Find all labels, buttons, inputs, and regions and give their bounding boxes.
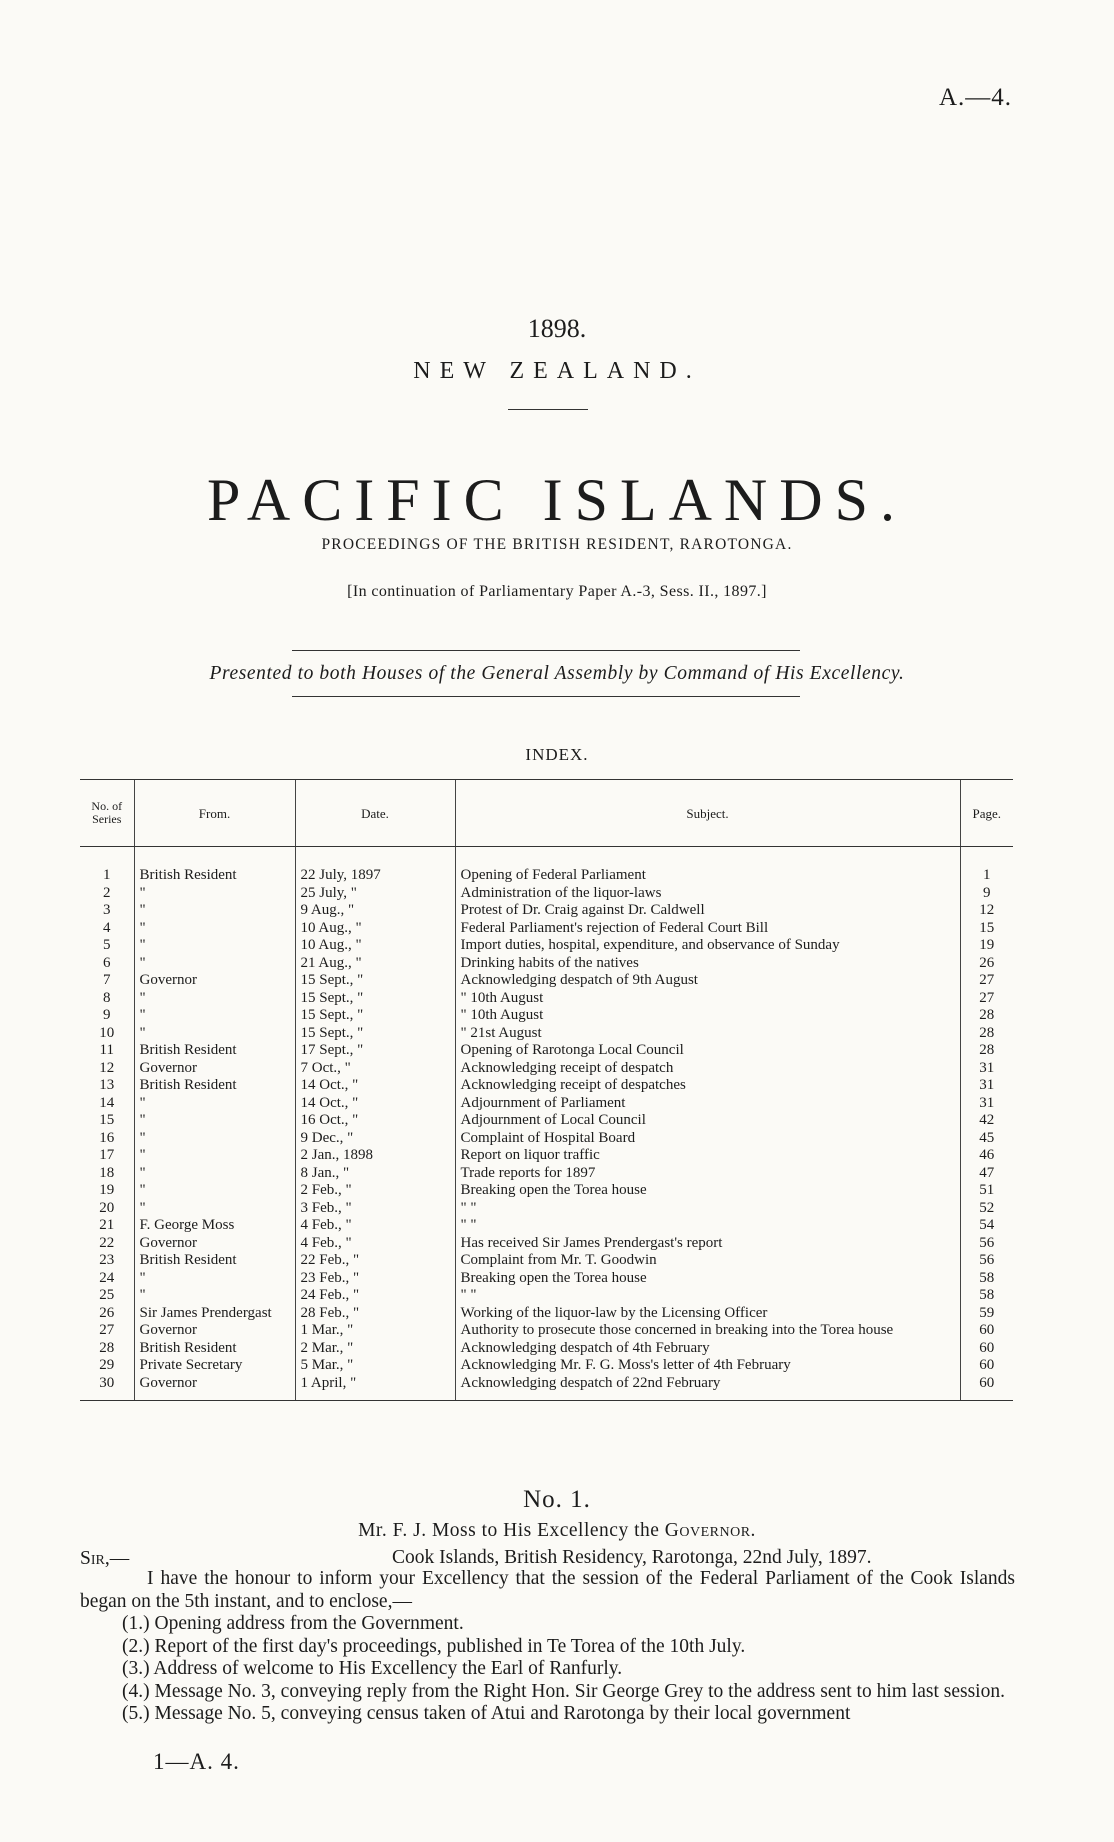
index-row: [80, 1270, 1013, 1288]
index-cell-page: 52: [960, 1200, 1013, 1218]
index-cell-no: 6: [103, 954, 111, 971]
index-cell-page: 58: [960, 1270, 1013, 1288]
index-cell-page: 31: [960, 1077, 1013, 1095]
index-cell-date: 21 Aug., ": [295, 955, 455, 973]
index-cell-from: ": [134, 1025, 295, 1043]
divider-rule: [508, 409, 588, 410]
index-cell-subject: Acknowledging despatch of 4th February: [455, 1340, 960, 1358]
index-title: INDEX.: [525, 745, 589, 764]
index-cell-no: 22: [99, 1234, 115, 1251]
index-cell-page: 47: [960, 1165, 1013, 1183]
index-row: [80, 1375, 1013, 1401]
index-cell-no: 16: [99, 1129, 115, 1146]
index-cell-from: ": [134, 955, 295, 973]
index-cell-no: 12: [99, 1059, 115, 1076]
index-row: [80, 1060, 1013, 1078]
index-cell-date: 22 Feb., ": [295, 1252, 455, 1270]
index-row: [80, 1042, 1013, 1060]
index-cell-date: 14 Oct., ": [295, 1077, 455, 1095]
letter-opening: I have the honour to inform your Excellency that the session of the Federal Parliament of the Cook Islands began on the 5th instant, and to enclose,—: [80, 1568, 1015, 1612]
index-cell-from: Governor: [134, 1322, 295, 1340]
page-reference: A.—4.: [938, 84, 1012, 111]
index-cell-page: 56: [960, 1235, 1013, 1253]
letter-place-date: Cook Islands, British Residency, Rarotonga, 22nd July, 1897.: [392, 1547, 872, 1568]
index-cell-subject: Adjournment of Parliament: [455, 1095, 960, 1113]
index-cell-from: ": [134, 920, 295, 938]
letter-number: No. 1.: [523, 1486, 591, 1513]
index-cell-from: British Resident: [134, 1340, 295, 1358]
index-cell-subject: Complaint of Hospital Board: [455, 1130, 960, 1148]
index-cell-no: 26: [99, 1304, 115, 1321]
index-cell-date: 4 Feb., ": [295, 1217, 455, 1235]
index-cell-subject: " ": [455, 1217, 960, 1235]
letter-salutation: Sir,—: [80, 1548, 130, 1569]
index-cell-from: ": [134, 1182, 295, 1200]
document-subtitle: PROCEEDINGS OF THE BRITISH RESIDENT, RAROTONGA.: [321, 536, 793, 553]
index-cell-from: Private Secretary: [134, 1357, 295, 1375]
index-cell-subject: Trade reports for 1897: [455, 1165, 960, 1183]
index-cell-subject: Complaint from Mr. T. Goodwin: [455, 1252, 960, 1270]
index-cell-from: ": [134, 902, 295, 920]
index-cell-from: ": [134, 885, 295, 903]
index-cell-date: 28 Feb., ": [295, 1305, 455, 1323]
index-cell-date: 9 Aug., ": [295, 902, 455, 920]
index-cell-no: 5: [103, 937, 111, 953]
index-body: [80, 847, 1013, 1401]
index-row: [80, 1217, 1013, 1235]
index-cell-date: 15 Sept., ": [295, 990, 455, 1008]
index-cell-date: 16 Oct., ": [295, 1112, 455, 1130]
index-cell-no: 30: [80, 1375, 134, 1401]
column-header-page: Page.: [960, 780, 1013, 847]
index-cell-page: 60: [960, 1357, 1013, 1375]
index-cell-page: 1: [960, 847, 1013, 885]
index-cell-no: 2: [103, 884, 111, 901]
index-cell-subject: Has received Sir James Prendergast's report: [455, 1235, 960, 1253]
index-cell-no: 3: [103, 902, 111, 918]
enclosure-item: (3.) Address of welcome to His Excellency the Earl of Ranfurly.: [122, 1658, 623, 1679]
index-row: [80, 1287, 1013, 1305]
continuation-note: [In continuation of Parliamentary Paper A.-3, Sess. II., 1897.]: [347, 583, 767, 600]
index-cell-subject: Drinking habits of the natives: [455, 955, 960, 973]
index-cell-date: 15 Sept., ": [295, 972, 455, 990]
index-cell-no: 9: [103, 1007, 111, 1023]
column-header-subject: Subject.: [455, 780, 960, 847]
index-cell-subject: Acknowledging receipt of despatch: [455, 1060, 960, 1078]
index-cell-no: 19: [99, 1182, 115, 1198]
index-cell-no: 14: [99, 1094, 115, 1111]
index-cell-subject: " 21st August: [455, 1025, 960, 1043]
index-cell-page: 31: [960, 1060, 1013, 1078]
letter-heading: [0, 1520, 1114, 1542]
index-cell-from: ": [134, 1165, 295, 1183]
index-row: [80, 1007, 1013, 1025]
index-cell-subject: Report on liquor traffic: [455, 1147, 960, 1165]
index-cell-subject: " ": [455, 1200, 960, 1218]
index-cell-page: 51: [960, 1182, 1013, 1200]
index-cell-subject: Import duties, hospital, expenditure, and observance of Sunday: [455, 937, 960, 955]
index-cell-from: ": [134, 1112, 295, 1130]
index-cell-subject: Adjournment of Local Council: [455, 1112, 960, 1130]
index-cell-subject: Acknowledging despatch of 9th August: [455, 972, 960, 990]
index-cell-date: 10 Aug., ": [295, 937, 455, 955]
index-cell-page: 60: [960, 1322, 1013, 1340]
index-cell-page: 28: [960, 1007, 1013, 1025]
index-cell-page: 28: [960, 1025, 1013, 1043]
index-row: [80, 847, 1013, 885]
index-row: [80, 1200, 1013, 1218]
index-cell-page: 42: [960, 1112, 1013, 1130]
index-cell-no: 25: [99, 1287, 115, 1303]
divider-rule: [292, 696, 800, 697]
index-cell-no: 1: [103, 867, 111, 883]
index-cell-page: 27: [960, 972, 1013, 990]
enclosure-item: (5.) Message No. 5, conveying census taken of Atui and Rarotonga by their local government: [122, 1703, 851, 1724]
index-cell-from: British Resident: [134, 847, 295, 885]
index-row: [80, 1112, 1013, 1130]
index-cell-date: 8 Jan., ": [295, 1165, 455, 1183]
index-cell-date: 23 Feb., ": [295, 1270, 455, 1288]
index-cell-page: 19: [960, 937, 1013, 955]
enclosure-item: (1.) Opening address from the Government.: [122, 1613, 464, 1634]
index-row: [80, 937, 1013, 955]
index-cell-date: 2 Jan., 1898: [295, 1147, 455, 1165]
index-header-row: [80, 780, 1013, 847]
index-cell-subject: Breaking open the Torea house: [455, 1182, 960, 1200]
index-cell-subject: Acknowledging despatch of 22nd February: [455, 1375, 960, 1401]
index-cell-from: F. George Moss: [134, 1217, 295, 1235]
index-cell-from: ": [134, 1200, 295, 1218]
index-row: [80, 1305, 1013, 1323]
index-cell-subject: Working of the liquor-law by the Licensing Officer: [455, 1305, 960, 1323]
index-cell-page: 26: [960, 955, 1013, 973]
index-cell-from: British Resident: [134, 1252, 295, 1270]
index-cell-date: 15 Sept., ": [295, 1007, 455, 1025]
index-cell-page: 59: [960, 1305, 1013, 1323]
index-cell-date: 7 Oct., ": [295, 1060, 455, 1078]
index-cell-date: 4 Feb., ": [295, 1235, 455, 1253]
index-cell-no: 27: [99, 1322, 115, 1338]
column-header-date: Date.: [295, 780, 455, 847]
index-cell-subject: " 10th August: [455, 990, 960, 1008]
index-cell-no: 29: [99, 1357, 115, 1373]
index-cell-no: 10: [99, 1024, 115, 1041]
index-cell-page: 15: [960, 920, 1013, 938]
index-cell-from: ": [134, 990, 295, 1008]
index-cell-no: 28: [99, 1339, 115, 1356]
index-row: [80, 1357, 1013, 1375]
index-cell-page: 54: [960, 1217, 1013, 1235]
index-cell-page: 12: [960, 902, 1013, 920]
index-cell-page: 60: [960, 1340, 1013, 1358]
index-cell-no: 18: [99, 1164, 115, 1181]
index-cell-subject: Opening of Rarotonga Local Council: [455, 1042, 960, 1060]
index-cell-subject: Administration of the liquor-laws: [455, 885, 960, 903]
index-cell-subject: " 10th August: [455, 1007, 960, 1025]
column-header-from: From.: [134, 780, 295, 847]
index-cell-from: Governor: [134, 1375, 295, 1401]
document-year: 1898.: [527, 314, 587, 343]
index-row: [80, 1252, 1013, 1270]
index-cell-page: 28: [960, 1042, 1013, 1060]
index-cell-no: 17: [99, 1147, 115, 1163]
index-cell-subject: " ": [455, 1287, 960, 1305]
index-cell-date: 10 Aug., ": [295, 920, 455, 938]
index-cell-no: 13: [99, 1077, 115, 1093]
index-row: [80, 1130, 1013, 1148]
index-cell-from: Governor: [134, 1060, 295, 1078]
index-cell-page: 46: [960, 1147, 1013, 1165]
index-row: [80, 885, 1013, 903]
index-cell-date: 2 Mar., ": [295, 1340, 455, 1358]
index-cell-date: 5 Mar., ": [295, 1357, 455, 1375]
presentation-line: Presented to both Houses of the General Assembly by Command of His Excellency.: [209, 663, 905, 684]
index-cell-page: 31: [960, 1095, 1013, 1113]
index-cell-subject: Authority to prosecute those concerned in breaking into the Torea house: [455, 1322, 960, 1340]
index-cell-from: ": [134, 1287, 295, 1305]
index-cell-page: 27: [960, 990, 1013, 1008]
index-cell-from: Governor: [134, 972, 295, 990]
index-cell-date: 1 Mar., ": [295, 1322, 455, 1340]
index-cell-no: 11: [99, 1042, 114, 1058]
index-cell-from: Governor: [134, 1235, 295, 1253]
country-heading: NEW ZEALAND.: [413, 358, 701, 384]
index-cell-no: 7: [103, 972, 111, 988]
footer-reference: 1—A. 4.: [153, 1749, 240, 1774]
letter-body: [80, 1568, 1015, 1726]
index-cell-page: 60: [960, 1375, 1013, 1401]
index-row: [80, 1025, 1013, 1043]
index-cell-date: 2 Feb., ": [295, 1182, 455, 1200]
letter-heading-text: Mr. F. J. Moss to His Excellency the: [358, 1520, 665, 1541]
index-row: [80, 1147, 1013, 1165]
index-cell-from: ": [134, 1095, 295, 1113]
index-cell-date: 9 Dec., ": [295, 1130, 455, 1148]
index-row: [80, 1165, 1013, 1183]
index-cell-subject: Opening of Federal Parliament: [455, 847, 960, 885]
index-cell-from: British Resident: [134, 1077, 295, 1095]
document-title: PACIFIC ISLANDS.: [207, 467, 907, 533]
index-cell-from: British Resident: [134, 1042, 295, 1060]
index-cell-date: 15 Sept., ": [295, 1025, 455, 1043]
index-row: [80, 1077, 1013, 1095]
index-cell-subject: Breaking open the Torea house: [455, 1270, 960, 1288]
index-cell-from: ": [134, 1270, 295, 1288]
index-cell-no: 20: [99, 1199, 115, 1216]
index-row: [80, 1322, 1013, 1340]
column-header-no: No. of Series: [80, 780, 134, 847]
index-cell-date: 17 Sept., ": [295, 1042, 455, 1060]
index-cell-no: 23: [99, 1252, 115, 1268]
index-cell-page: 56: [960, 1252, 1013, 1270]
index-cell-subject: Acknowledging receipt of despatches: [455, 1077, 960, 1095]
enclosure-item: (2.) Report of the first day's proceedings, published in Te Torea of the 10th July.: [122, 1635, 746, 1657]
index-cell-page: 45: [960, 1130, 1013, 1148]
index-cell-no: 4: [103, 919, 111, 936]
index-row: [80, 902, 1013, 920]
index-cell-no: 21: [99, 1217, 115, 1233]
divider-rule: [292, 650, 800, 651]
index-cell-no: 8: [103, 989, 111, 1006]
index-cell-date: 14 Oct., ": [295, 1095, 455, 1113]
index-cell-page: 9: [960, 885, 1013, 903]
index-cell-subject: Protest of Dr. Craig against Dr. Caldwell: [455, 902, 960, 920]
index-cell-subject: Acknowledging Mr. F. G. Moss's letter of 4th February: [455, 1357, 960, 1375]
index-cell-date: 1 April, ": [295, 1375, 455, 1401]
index-cell-from: Sir James Prendergast: [134, 1305, 295, 1323]
enclosure-item: (4.) Message No. 3, conveying reply from the Right Hon. Sir George Grey to the address sent to him last session.: [122, 1680, 1005, 1702]
letter-recipient: Governor.: [664, 1520, 756, 1541]
index-cell-date: 3 Feb., ": [295, 1200, 455, 1218]
index-cell-date: 22 July, 1897: [295, 847, 455, 885]
index-cell-from: ": [134, 1130, 295, 1148]
index-row: [80, 920, 1013, 938]
index-cell-from: ": [134, 937, 295, 955]
index-row: [80, 1235, 1013, 1253]
index-cell-date: 24 Feb., ": [295, 1287, 455, 1305]
index-cell-no: 24: [99, 1269, 115, 1286]
index-cell-from: ": [134, 1147, 295, 1165]
index-row: [80, 990, 1013, 1008]
index-row: [80, 972, 1013, 990]
index-cell-from: ": [134, 1007, 295, 1025]
index-cell-subject: Federal Parliament's rejection of Federal Court Bill: [455, 920, 960, 938]
index-row: [80, 1340, 1013, 1358]
index-row: [80, 1182, 1013, 1200]
index-cell-no: 15: [99, 1112, 115, 1128]
index-cell-page: 58: [960, 1287, 1013, 1305]
index-table: [80, 779, 1013, 1401]
index-row: [80, 1095, 1013, 1113]
index-cell-date: 25 July, ": [295, 885, 455, 903]
index-row: [80, 955, 1013, 973]
